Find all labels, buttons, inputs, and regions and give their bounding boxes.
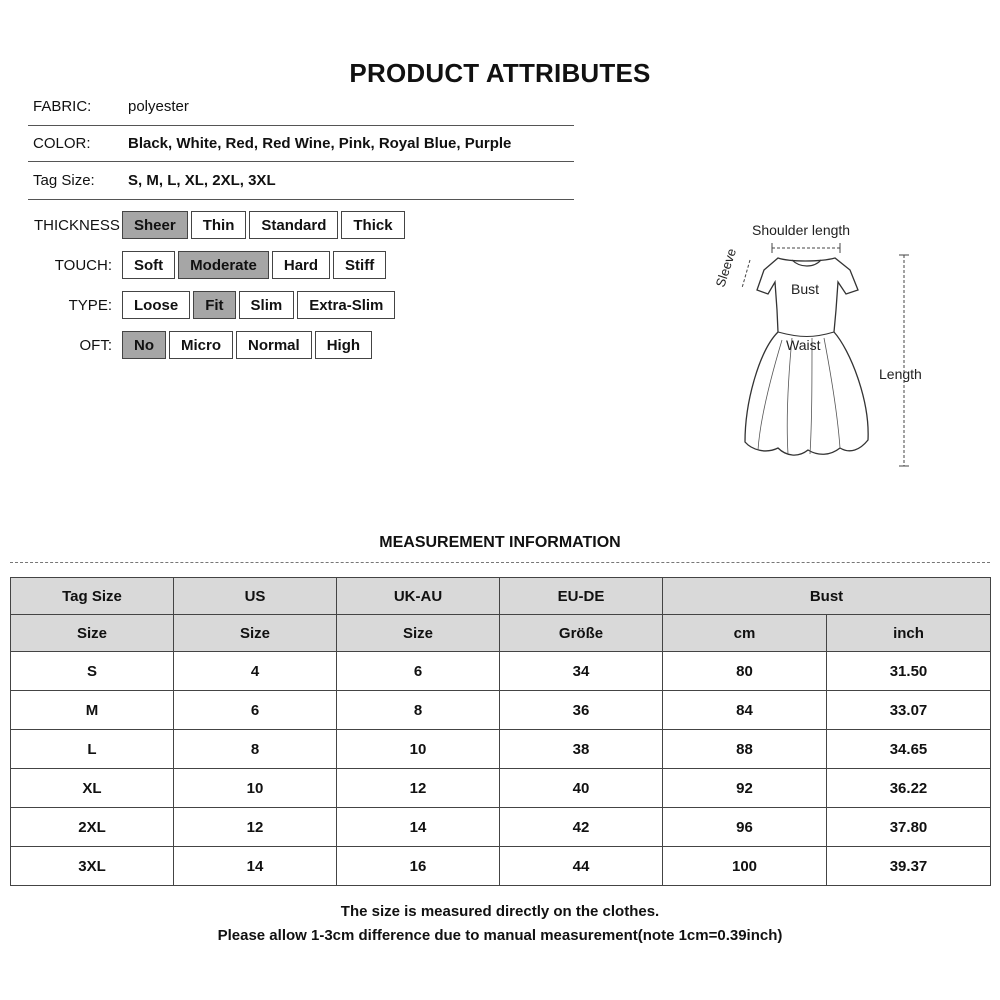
- touch-option-hard: Hard: [272, 251, 330, 279]
- table-subheader-cell: inch: [827, 615, 991, 652]
- table-cell: 12: [174, 808, 337, 847]
- separator: ,: [168, 134, 177, 152]
- table-cell: 80: [663, 652, 827, 691]
- table-cell: 44: [500, 847, 663, 886]
- type-option-slim: Slim: [239, 291, 295, 319]
- tag-size-value: XL: [184, 172, 204, 189]
- thickness-label: THICKNESS: [34, 216, 120, 234]
- table-subheader-cell: Size: [11, 615, 174, 652]
- tag-size-value: L: [167, 172, 177, 189]
- tag-size-label: Tag Size:: [33, 172, 95, 189]
- table-row: [11, 691, 991, 730]
- skirt-folds: [758, 338, 840, 454]
- table-cell: 40: [500, 769, 663, 808]
- dress-diagram: [700, 210, 950, 490]
- table-cell: 92: [663, 769, 827, 808]
- table-cell: 10: [337, 730, 500, 769]
- sleeve-label: Sleeve: [712, 246, 740, 289]
- separator: ,: [253, 134, 263, 152]
- thickness-option-thick: Thick: [341, 211, 404, 239]
- table-cell: 88: [663, 730, 827, 769]
- table-cell: 31.50: [827, 652, 991, 691]
- table-header-cell: US: [174, 578, 337, 615]
- oft-option-normal: Normal: [236, 331, 312, 359]
- table-cell: 34: [500, 652, 663, 691]
- fabric-value: polyester: [128, 97, 189, 115]
- tag-size-values: [128, 172, 276, 189]
- table-row: [11, 730, 991, 769]
- thickness-option-sheer: Sheer: [122, 211, 188, 239]
- tag-size-value: 2XL: [212, 172, 240, 189]
- oft-option-high: High: [315, 331, 372, 359]
- table-cell: 39.37: [827, 847, 991, 886]
- table-cell: 6: [337, 652, 500, 691]
- waist-label: Waist: [786, 337, 821, 353]
- table-cell: L: [11, 730, 174, 769]
- type-row: [0, 290, 398, 320]
- touch-option-moderate: Moderate: [178, 251, 269, 279]
- note-line-1: The size is measured directly on the clothes.: [340, 903, 660, 920]
- table-cell: 37.80: [827, 808, 991, 847]
- type-option-fit: Fit: [193, 291, 235, 319]
- touch-option-stiff: Stiff: [333, 251, 386, 279]
- shoulder-length-label: Shoulder length: [752, 222, 851, 238]
- color-row: [28, 125, 574, 162]
- oft-label: OFT:: [79, 336, 112, 354]
- separator: ,: [239, 172, 249, 189]
- tag-size-value: S: [128, 172, 139, 189]
- table-cell: 2XL: [11, 808, 174, 847]
- table-cell: XL: [11, 769, 174, 808]
- fabric-row: [28, 88, 574, 124]
- table-cell: 8: [174, 730, 337, 769]
- table-header-cell: Bust: [663, 578, 991, 615]
- table-row: [11, 769, 991, 808]
- separator: ,: [138, 172, 147, 189]
- table-subheader-cell: Size: [174, 615, 337, 652]
- separator: ,: [203, 172, 213, 189]
- type-label: TYPE:: [68, 296, 112, 314]
- table-row: [11, 808, 991, 847]
- touch-option-soft: Soft: [122, 251, 175, 279]
- table-header-cell: Tag Size: [11, 578, 174, 615]
- table-cell: 36: [500, 691, 663, 730]
- table-cell: 36.22: [827, 769, 991, 808]
- note-line-2: Please allow 1-3cm difference due to manual measurement(note 1cm=0.39inch): [217, 927, 783, 944]
- page-title: PRODUCT ATTRIBUTES: [349, 58, 651, 88]
- table-subheader-cell: Größe: [500, 615, 663, 652]
- bust-label: Bust: [791, 281, 820, 297]
- type-option-extra-slim: Extra-Slim: [297, 291, 395, 319]
- table-subheader-row: [11, 615, 991, 652]
- length-label: Length: [879, 366, 922, 382]
- separator: ,: [158, 172, 168, 189]
- measurement-table: [10, 577, 991, 886]
- thickness-row: [0, 210, 408, 240]
- oft-option-no: No: [122, 331, 166, 359]
- table-cell: 34.65: [827, 730, 991, 769]
- type-option-loose: Loose: [122, 291, 190, 319]
- table-cell: 8: [337, 691, 500, 730]
- table-subheader-cell: Size: [337, 615, 500, 652]
- table-cell: 96: [663, 808, 827, 847]
- table-header-cell: EU-DE: [500, 578, 663, 615]
- waistline: [778, 332, 834, 337]
- fabric-label: FABRIC:: [33, 97, 92, 115]
- table-cell: 3XL: [11, 847, 174, 886]
- table-cell: 84: [663, 691, 827, 730]
- touch-row: [0, 250, 389, 280]
- tag-size-value: 3XL: [248, 172, 276, 189]
- table-row: [11, 652, 991, 691]
- table-header-row: [11, 578, 991, 615]
- dotted-divider: [10, 562, 990, 563]
- color-value: Red Wine: [262, 134, 331, 152]
- thickness-option-standard: Standard: [249, 211, 338, 239]
- table-cell: 10: [174, 769, 337, 808]
- table-cell: 33.07: [827, 691, 991, 730]
- color-label: COLOR:: [33, 134, 91, 152]
- touch-label: TOUCH:: [54, 256, 112, 274]
- table-cell: 4: [174, 652, 337, 691]
- thickness-option-thin: Thin: [191, 211, 247, 239]
- separator: ,: [456, 134, 465, 152]
- color-value: Black: [128, 134, 169, 152]
- measurement-title: MEASUREMENT INFORMATION: [379, 534, 621, 551]
- color-value: Red: [225, 134, 254, 152]
- table-cell: 14: [174, 847, 337, 886]
- separator: ,: [217, 134, 226, 152]
- table-cell: S: [11, 652, 174, 691]
- table-row: [11, 847, 991, 886]
- separator: ,: [370, 134, 379, 152]
- color-value: Royal Blue: [378, 134, 457, 152]
- table-subheader-cell: cm: [663, 615, 827, 652]
- table-header-cell: UK-AU: [337, 578, 500, 615]
- color-value: Pink: [338, 134, 371, 152]
- color-value: White: [176, 134, 218, 152]
- oft-option-micro: Micro: [169, 331, 233, 359]
- separator: ,: [330, 134, 339, 152]
- color-value: Purple: [464, 134, 512, 152]
- table-cell: M: [11, 691, 174, 730]
- table-cell: 12: [337, 769, 500, 808]
- table-cell: 16: [337, 847, 500, 886]
- table-cell: 6: [174, 691, 337, 730]
- sleeve-line: [742, 260, 750, 288]
- divider: [28, 125, 574, 126]
- oft-row: [0, 330, 375, 360]
- table-cell: 14: [337, 808, 500, 847]
- table-cell: 38: [500, 730, 663, 769]
- tag-size-value: M: [146, 172, 159, 189]
- color-values: [128, 135, 511, 152]
- tag-size-row: [28, 162, 574, 200]
- separator: ,: [176, 172, 185, 189]
- table-cell: 42: [500, 808, 663, 847]
- table-cell: 100: [663, 847, 827, 886]
